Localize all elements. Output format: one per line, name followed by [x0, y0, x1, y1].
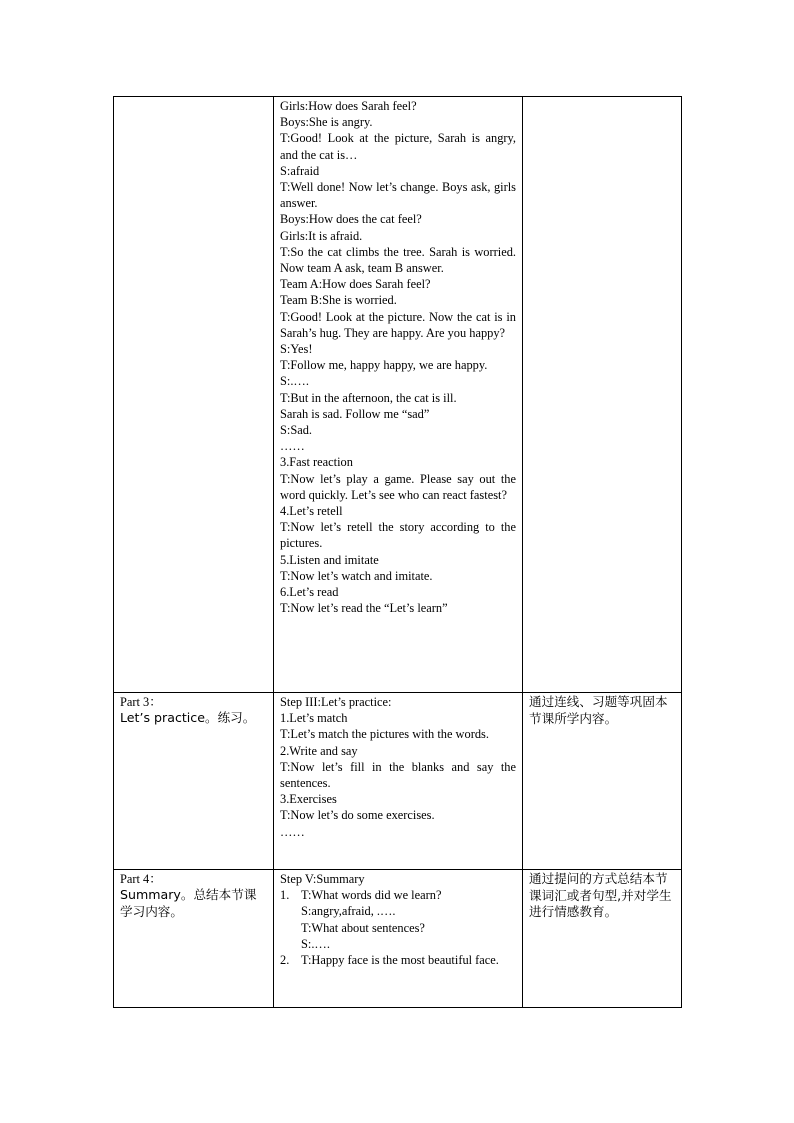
- text-line: T:Now let’s watch and imitate.: [280, 568, 433, 583]
- summary-item: [280, 952, 516, 968]
- text-line: T:Let’s match the pictures with the words.: [280, 727, 489, 742]
- text-line: T:Good! Look at the picture. Now the cat is in Sarah’s hug. They are happy. Are you happy?: [280, 309, 516, 340]
- text-line: T:Good! Look at the picture, Sarah is angry, and the cat is…: [280, 131, 516, 162]
- summary-number: 1.: [280, 888, 290, 903]
- text-line: T:Follow me, happy happy, we are happy.: [280, 358, 488, 373]
- table-row-part-4: [114, 870, 682, 1008]
- text-line: S:Yes!: [280, 342, 313, 357]
- table-row-part-2-continued: [114, 97, 682, 693]
- purpose-text: 通过连线、习题等巩固本节课所学内容。: [529, 694, 668, 726]
- text-line: 3.Exercises: [280, 792, 337, 807]
- text-line: Boys:How does the cat feel?: [280, 212, 422, 227]
- part-description: Let’s practice。练习。: [120, 710, 256, 726]
- text-line: T:What about sentences?: [301, 920, 425, 935]
- text-line: ……: [280, 824, 305, 839]
- text-line: Team A:How does Sarah feel?: [280, 277, 431, 292]
- text-line: S:.….: [301, 936, 330, 951]
- summary-number: 2.: [280, 953, 290, 968]
- text-line: T:Now let’s read the “Let’s learn”: [280, 601, 448, 616]
- text-line: 3.Fast reaction: [280, 455, 353, 470]
- text-line: 5.Listen and imitate: [280, 552, 379, 567]
- text-line: S:afraid: [280, 163, 320, 178]
- text-line: 4.Let’s retell: [280, 504, 343, 519]
- part4-process-cell: [274, 870, 523, 1008]
- lesson-plan-table: [113, 96, 682, 1008]
- part4-purpose-cell: [523, 870, 682, 1008]
- text-line: S:.….: [280, 374, 309, 389]
- summary-item: [280, 887, 516, 952]
- step-title: Step V:Summary: [280, 872, 365, 886]
- row1-process-cell: [274, 97, 523, 693]
- part-label: Part 4：: [120, 872, 162, 886]
- text-line: Girls:How does Sarah feel?: [280, 99, 417, 113]
- row1-part-cell: [114, 97, 274, 693]
- text-line: 2.Write and say: [280, 743, 358, 758]
- text-line: S:angry,afraid, .….: [301, 904, 396, 919]
- part3-purpose-cell: [523, 693, 682, 870]
- text-line: T:So the cat climbs the tree. Sarah is worried. Now team A ask, team B answer.: [280, 244, 516, 276]
- part-description: Summary。总结本节课学习内容。: [120, 887, 257, 919]
- part3-process-cell: [274, 693, 523, 870]
- text-line: T:Now let’s do some exercises.: [280, 808, 435, 823]
- text-line: 1.Let’s match: [280, 711, 348, 726]
- text-line: Sarah is sad. Follow me “sad”: [280, 406, 430, 421]
- part4-label-cell: [114, 870, 274, 1008]
- purpose-text: 通过提问的方式总结本节课词汇或者句型,并对学生进行情感教育。: [529, 871, 672, 919]
- text-line: 6.Let’s read: [280, 585, 339, 600]
- text-line: Boys:She is angry.: [280, 115, 373, 130]
- text-line: T:Happy face is the most beautiful face.: [301, 953, 499, 968]
- part-label: Part 3：: [120, 695, 162, 709]
- step-title: Step III:Let’s practice:: [280, 695, 392, 709]
- text-line: S:Sad.: [280, 423, 313, 438]
- text-line: Team B:She is worried.: [280, 293, 397, 308]
- text-line: T:But in the afternoon, the cat is ill.: [280, 390, 457, 405]
- part3-label-cell: [114, 693, 274, 870]
- text-line: ……: [280, 439, 305, 454]
- text-line: T:Now let’s fill in the blanks and say the sentences.: [280, 759, 516, 791]
- text-line: T:Well done! Now let’s change. Boys ask, girls answer.: [280, 180, 516, 211]
- text-line: T:Now let’s retell the story according to the pictures.: [280, 520, 516, 551]
- table-row-part-3: [114, 693, 682, 870]
- row1-purpose-cell: [523, 97, 682, 693]
- text-line: T:Now let’s play a game. Please say out the word quickly. Let’s see who can react fastest?: [280, 471, 516, 502]
- text-line: Girls:It is afraid.: [280, 228, 363, 243]
- text-line: T:What words did we learn?: [301, 888, 442, 903]
